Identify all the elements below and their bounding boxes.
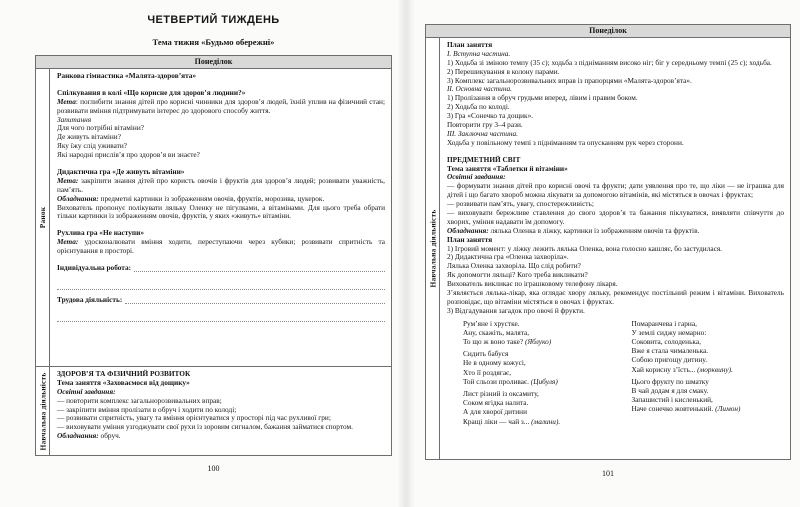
text-run: Запитання	[57, 114, 92, 124]
paragraph	[57, 72, 385, 81]
text-run: закріпити знання дітей про користь овочів і фруктів для здоров’я людей; розвивати уважність, пам’ять.	[57, 175, 385, 194]
text-run: обруч.	[98, 431, 121, 441]
text-run: Рум’яне і хрустке.	[463, 318, 520, 328]
text-run: Наче сонечко жовтенький.	[631, 404, 716, 414]
riddle-line	[463, 417, 616, 426]
riddle-stanza	[463, 349, 616, 386]
text-run: 1) Ігровий момент: у ліжку лежить лялька Оленка, вона голосно кашляє, бо застудилася.	[447, 243, 723, 253]
text-run: — повторити комплекс загальнорозвивальних вправ;	[57, 395, 222, 405]
text-run: ЗДОРОВ’Я ТА ФІЗИЧНИЙ РОЗВИТОК	[57, 369, 191, 378]
text-run: Обладнання:	[57, 193, 99, 203]
text-run: — розвивати спритність, увагу та вміння орієнтуватися у просторі під час рухливої гри;	[57, 413, 331, 423]
learning-content-cell-right	[440, 38, 790, 459]
day-header-left: Понеділок	[36, 56, 391, 69]
side-label-learning-right	[426, 38, 440, 459]
riddle-stanza	[632, 319, 785, 374]
text-run: 3) Комплекс загальнорозвивальних вправ із прапорцями «Малята-здоров’ята».	[447, 75, 692, 85]
paragraph	[57, 177, 385, 195]
morning-content-cell	[50, 69, 391, 366]
text-run: Собою пригощу дитину.	[631, 355, 708, 365]
riddle-stanza	[463, 389, 616, 426]
text-run: Рухлива гра «Не наступи»	[57, 228, 144, 238]
learning-content-cell-left	[50, 367, 391, 455]
page-number-right: 101	[602, 469, 614, 478]
text-run: Освітні завдання:	[57, 386, 116, 396]
text-run: Вихователь викликає по іграшковому телефону лікаря.	[447, 279, 618, 289]
text-run: 2) Дидактична гра «Оленка захворіла».	[447, 252, 569, 262]
riddle-line	[463, 358, 616, 367]
riddle-line	[632, 355, 785, 364]
text-run: 3) Відгадування загадок про овочі й фрукти.	[447, 305, 585, 315]
paragraph	[57, 204, 385, 222]
paragraph	[57, 98, 385, 116]
text-run: Для чого потрібні вітаміни?	[57, 123, 144, 133]
text-run: — закріпити вміння пролізати в обруч і ходити по колоді;	[57, 404, 237, 414]
text-run: 2) Ходьба по колоді.	[447, 102, 510, 112]
text-run: (Яблуко)	[524, 337, 552, 347]
text-run: удосконалювати вміння ходити, переступаючи через кубики; розвивати спритність та орієнтування в просторі.	[57, 237, 385, 256]
side-label-text: Навчальна діяльність	[428, 209, 438, 288]
text-run: Трудова діяльність:	[57, 294, 123, 304]
riddle-column	[447, 318, 616, 426]
text-run: — формувати знання дітей про корисні овочі та фрукти; дати уявлення про те, що ліки — не іграшка для дітей і що багато хвороб можна лікувати за допомогою вітамінів, які містяться в овочах і фруктах;	[447, 181, 784, 200]
text-run: Ану, скажіть, малята,	[463, 327, 530, 337]
paragraph	[447, 209, 784, 227]
riddle-line	[463, 319, 616, 328]
text-run: лялька Оленка в ліжку, картинки із зображенням овочів та фруктів.	[488, 225, 700, 235]
text-run: Лист різний із оксамиту,	[463, 389, 539, 399]
side-label-learning-left	[36, 367, 50, 455]
riddle-line	[463, 349, 616, 358]
riddle-line	[463, 337, 616, 346]
text-run: (Цибуля)	[530, 376, 558, 386]
riddle-line	[632, 346, 785, 355]
paragraph	[57, 238, 385, 256]
riddle-line	[632, 377, 785, 386]
schedule-table-right	[425, 24, 791, 460]
riddle-line	[632, 337, 785, 346]
week-theme: Тема тижня «Будьмо обережні»	[152, 37, 275, 47]
text-run: Тема заняття «Заховаємося від дощику»	[57, 377, 190, 387]
riddle-line	[632, 395, 785, 404]
text-run: То що ж воно таке?	[463, 337, 525, 347]
text-run: Той сльози проливає.	[463, 376, 531, 386]
text-run: предметні картинки із зображенням овочів, фруктів, морозива, цукерок.	[98, 193, 325, 203]
text-run: Яку їжу слід уживати?	[57, 141, 127, 151]
text-run: План заняття	[447, 40, 493, 49]
text-run: Мета:	[57, 237, 79, 247]
dotted-writein-line	[57, 305, 385, 322]
text-run: — виховувати уміння узгоджувати свої рухи із зоровим сигналом, бажання займатися спортом.	[57, 422, 353, 432]
paragraph	[447, 227, 784, 236]
text-run: План заняття	[447, 234, 493, 244]
riddle-line	[463, 368, 616, 377]
text-run: І. Вступна частина.	[447, 48, 511, 58]
riddle-line	[632, 328, 785, 337]
riddle-column	[616, 318, 785, 426]
text-run: ПРЕДМЕТНИЙ СВІТ	[447, 154, 521, 164]
page-fold-seam	[397, 0, 415, 507]
text-run: 2) Перешикування в колону парами.	[447, 66, 560, 76]
riddle-stanza	[463, 319, 616, 347]
riddle-line	[632, 319, 785, 328]
text-run: Мета	[57, 96, 76, 106]
riddle-line	[463, 407, 616, 416]
day-header-right: Понеділок	[426, 25, 790, 38]
text-run: З’являється лялька-лікар, яка оглядає хвору ляльку, рекомендує постільний режим і вітаміни. Вихователь розповідає, що вітаміни містяться в овочах і фруктах.	[447, 288, 784, 306]
riddle-line	[632, 404, 785, 413]
side-label-text: Ранок	[38, 206, 48, 229]
dotted-writein-line	[57, 273, 385, 290]
side-label-text: Навчальна діяльність	[38, 372, 48, 450]
text-run: Соком ягідка налита.	[463, 398, 529, 408]
text-run: А для хворої дитини	[463, 407, 527, 417]
text-run: Тема заняття «Таблетки й вітаміни»	[447, 163, 568, 173]
text-run: ІІІ. Заключна частина.	[447, 128, 518, 138]
individual-work-field	[57, 264, 385, 273]
page-number-left: 100	[207, 464, 220, 473]
text-run: Соковита, солоденька,	[631, 337, 701, 347]
paragraph	[447, 182, 784, 200]
text-run: : поглибити знання дітей про корисні чинники для здоров’я людей, їхній уплив на фізичний стан; розвивати вміння підтримувати інтерес до здорового способу життя.	[57, 96, 385, 115]
riddle-line	[632, 386, 785, 395]
text-run: Мета:	[57, 175, 79, 185]
text-run: 3) Гра «Сонечко та дощик».	[447, 111, 534, 121]
text-run: Запашистий і кисленький,	[631, 395, 713, 405]
week-title: ЧЕТВЕРТИЙ ТИЖДЕНЬ	[147, 14, 280, 26]
text-run: У землі сиджу немарно:	[631, 327, 707, 337]
paragraph	[57, 432, 385, 441]
text-run: Лялька Оленка захворіла. Що слід робити?	[447, 261, 581, 271]
riddle-line	[463, 377, 616, 386]
text-run: Індивідуальна робота:	[57, 263, 132, 273]
paragraph	[447, 139, 784, 148]
text-run: Обладнання:	[447, 225, 489, 235]
riddle-line	[463, 389, 616, 398]
text-run: Спілкування в колі «Що корисне для здоров’я людини?»	[57, 87, 246, 97]
text-run: Повторити гру 3–4 рази.	[447, 120, 523, 130]
text-run: (Лимон)	[715, 404, 741, 414]
section-learning-right	[426, 38, 790, 459]
text-run: Кращі ліки — чай з...	[463, 416, 532, 426]
text-run: Не в одному кожусі,	[463, 358, 526, 368]
text-run: Які народні прислів’я про здоров’я ви знаєте?	[57, 150, 200, 160]
text-run: В чай додам я для смаку.	[631, 386, 709, 396]
text-run: ІІ. Основна частина.	[447, 84, 512, 94]
section-learning-left	[36, 366, 391, 455]
text-run: Вихователь пропонує полікувати ляльку Оленку не пігулками, а вітамінами. Для цього треба обрати тільки картинки із зображенням овочів, фруктів, у яких «живуть» вітаміни.	[57, 202, 385, 221]
schedule-table-left	[35, 55, 392, 456]
riddle-line	[463, 328, 616, 337]
text-run: Сидить бабуся	[463, 349, 509, 359]
text-run: Ходьба у повільному темпі з підніманням та опусканням рук через сторони.	[447, 137, 684, 147]
text-run: — розвивати пам’ять, увагу, спостережливість;	[447, 199, 594, 209]
text-run: Хто її роздягає,	[463, 367, 512, 377]
section-morning	[36, 69, 391, 366]
labor-activity-field	[57, 296, 385, 305]
text-run: Освітні завдання:	[447, 172, 506, 182]
text-run: Помаранчева і гарна,	[631, 318, 697, 328]
text-run: — виховувати бережливе ставлення до свого здоров’я та бажання піклуватися, виявляти співчуття до хворих, уміння надавати їм допомогу.	[447, 208, 784, 226]
text-run: Як допомогти ляльці? Кого треба викликати?	[447, 270, 588, 280]
riddle-line	[463, 398, 616, 407]
riddle-stanza	[632, 377, 785, 414]
text-run: Цього фрукту по шматку	[631, 376, 709, 386]
paragraph	[447, 307, 784, 316]
text-run: 1) Ходьба зі зміною темпу (35 с); ходьба з підніманням високо ніг; біг у середньому темпі (25 с); ходьба.	[447, 57, 772, 67]
text-run: Обладнання:	[57, 431, 99, 441]
text-run: (морквину).	[697, 364, 733, 374]
riddle-columns	[447, 318, 784, 426]
paragraph	[57, 151, 385, 160]
side-label-morning	[36, 69, 50, 366]
text-run: Ранкова гімнастика «Малята-здоров’ята»	[57, 71, 197, 80]
text-run: Дидактична гра «Де живуть вітаміни»	[57, 167, 185, 177]
text-run: 1) Пролізання в обруч грудьми вперед, лівим і правим боком.	[447, 93, 638, 103]
text-run: (малини).	[531, 416, 561, 426]
text-run: Де живуть вітаміни?	[57, 132, 121, 142]
paragraph	[447, 289, 784, 307]
text-run: Вже я стала чималенька.	[631, 346, 709, 356]
riddle-line	[632, 365, 785, 374]
text-run: Хай корисну з’їсть...	[631, 364, 698, 374]
